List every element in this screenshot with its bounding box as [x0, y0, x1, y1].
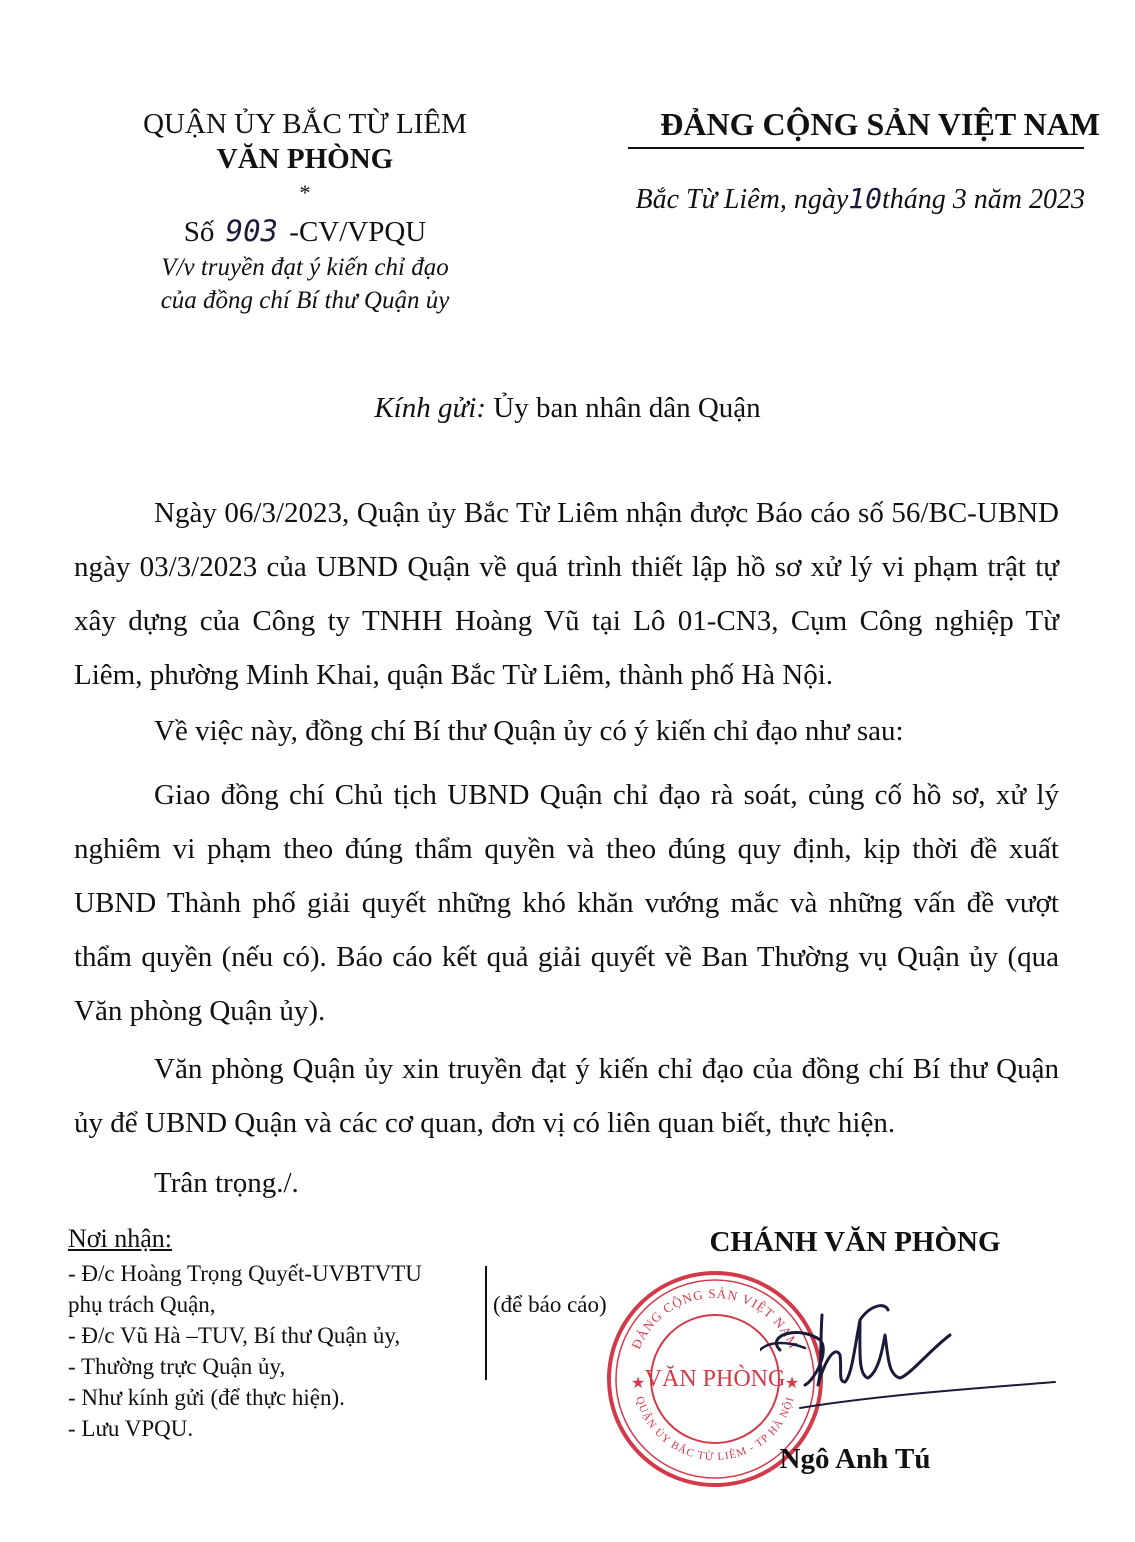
recipient-label: Kính gửi: — [374, 392, 487, 424]
office-name: VĂN PHÒNG — [216, 143, 394, 175]
receiver-item: - Đ/c Hoàng Trọng Quyết-UVBTVTU — [68, 1261, 422, 1286]
party-name-underline — [628, 147, 1084, 149]
signer-title: CHÁNH VĂN PHÒNG — [709, 1226, 1001, 1258]
subject-line-1: V/v truyền đạt ý kiến chỉ đạo — [161, 254, 449, 281]
body-paragraph-4: Văn phòng Quận ủy xin truyền đạt ý kiến chỉ đạo của đồng chí Bí thư Quận ủy để UBND Quận và các cơ quan, đơn vị có liên quan biết, thực hiện. — [74, 1053, 1059, 1139]
body-paragraph-3: Giao đồng chí Chủ tịch UBND Quận chỉ đạo rà soát, củng cố hồ sơ, xử lý nghiêm vi phạm theo đúng thẩm quyền và theo đúng quy định, kịp thời đề xuất UBND Thành phố giải quyết những khó khăn vướng mắc và những vấn đề vượt thẩm quyền (nếu có). Báo cáo kết quả giải quyết về Ban Thường vụ Quận ủy (qua Văn phòng Quận ủy). — [74, 779, 1059, 1027]
receiver-item-continuation: phụ trách Quận, — [68, 1292, 216, 1317]
svg-text:★: ★ — [784, 1375, 800, 1392]
closing-line: Trân trọng./. — [154, 1167, 299, 1199]
receiver-item: - Lưu VPQU. — [68, 1416, 194, 1441]
signer-name: Ngô Anh Tú — [779, 1443, 931, 1475]
seal-text-top: ĐẢNG CỘNG SẢN VIỆT NAM — [628, 1285, 802, 1352]
recipient-name: Ủy ban nhân dân Quận — [493, 392, 761, 424]
body-paragraph-2: Về việc này, đồng chí Bí thư Quận ủy có ý kiến chỉ đạo như sau: — [154, 715, 904, 747]
header-star: * — [299, 180, 311, 205]
date-line — [520, 182, 1085, 216]
handwritten-signature-icon — [760, 1290, 1060, 1420]
body-paragraph-1: Ngày 06/3/2023, Quận ủy Bắc Từ Liêm nhận được Báo cáo số 56/BC-UBND ngày 03/3/2023 của UBND Quận về quá trình thiết lập hồ sơ xử lý vi phạm trật tự xây dựng của Công ty TNHH Hoàng Vũ tại Lô 01-CN3, Cụm Công nghiệp Từ Liêm, phường Minh Khai, quận Bắc Từ Liêm, thành phố Hà Nội. — [74, 497, 1059, 691]
seal-text-bottom: QUẬN ỦY BẮC TỪ LIÊM - TP HÀ NỘI — [633, 1395, 797, 1464]
date-day: 10 — [848, 182, 882, 215]
doc-number-suffix: -CV/VPQU — [289, 216, 427, 248]
receivers-bracket — [485, 1266, 487, 1380]
receiver-item: - Đ/c Vũ Hà –TUV, Bí thư Quận ủy, — [68, 1323, 401, 1348]
organization-name: QUẬN ỦY BẮC TỪ LIÊM — [143, 108, 467, 140]
seal-text-center: VĂN PHÒNG — [644, 1366, 786, 1392]
date-prefix: Bắc Từ Liêm, ngày — [635, 184, 849, 215]
receivers-title: Nơi nhận: — [68, 1224, 173, 1253]
svg-text:★: ★ — [630, 1375, 646, 1392]
recipient-line — [0, 392, 1135, 425]
subject-line-2: của đồng chí Bí thư Quận ủy — [160, 287, 450, 314]
doc-number-value: 903 — [225, 214, 279, 248]
date-suffix: tháng 3 năm 2023 — [882, 184, 1085, 215]
party-name: ĐẢNG CỘNG SẢN VIỆT NAM — [660, 106, 1100, 142]
doc-number-prefix: Số — [183, 216, 215, 248]
receivers-note: (để báo cáo) — [493, 1292, 607, 1317]
receiver-item: - Như kính gửi (để thực hiện). — [68, 1385, 345, 1410]
receiver-item: - Thường trực Quận ủy, — [68, 1354, 286, 1379]
document-number — [110, 214, 500, 249]
